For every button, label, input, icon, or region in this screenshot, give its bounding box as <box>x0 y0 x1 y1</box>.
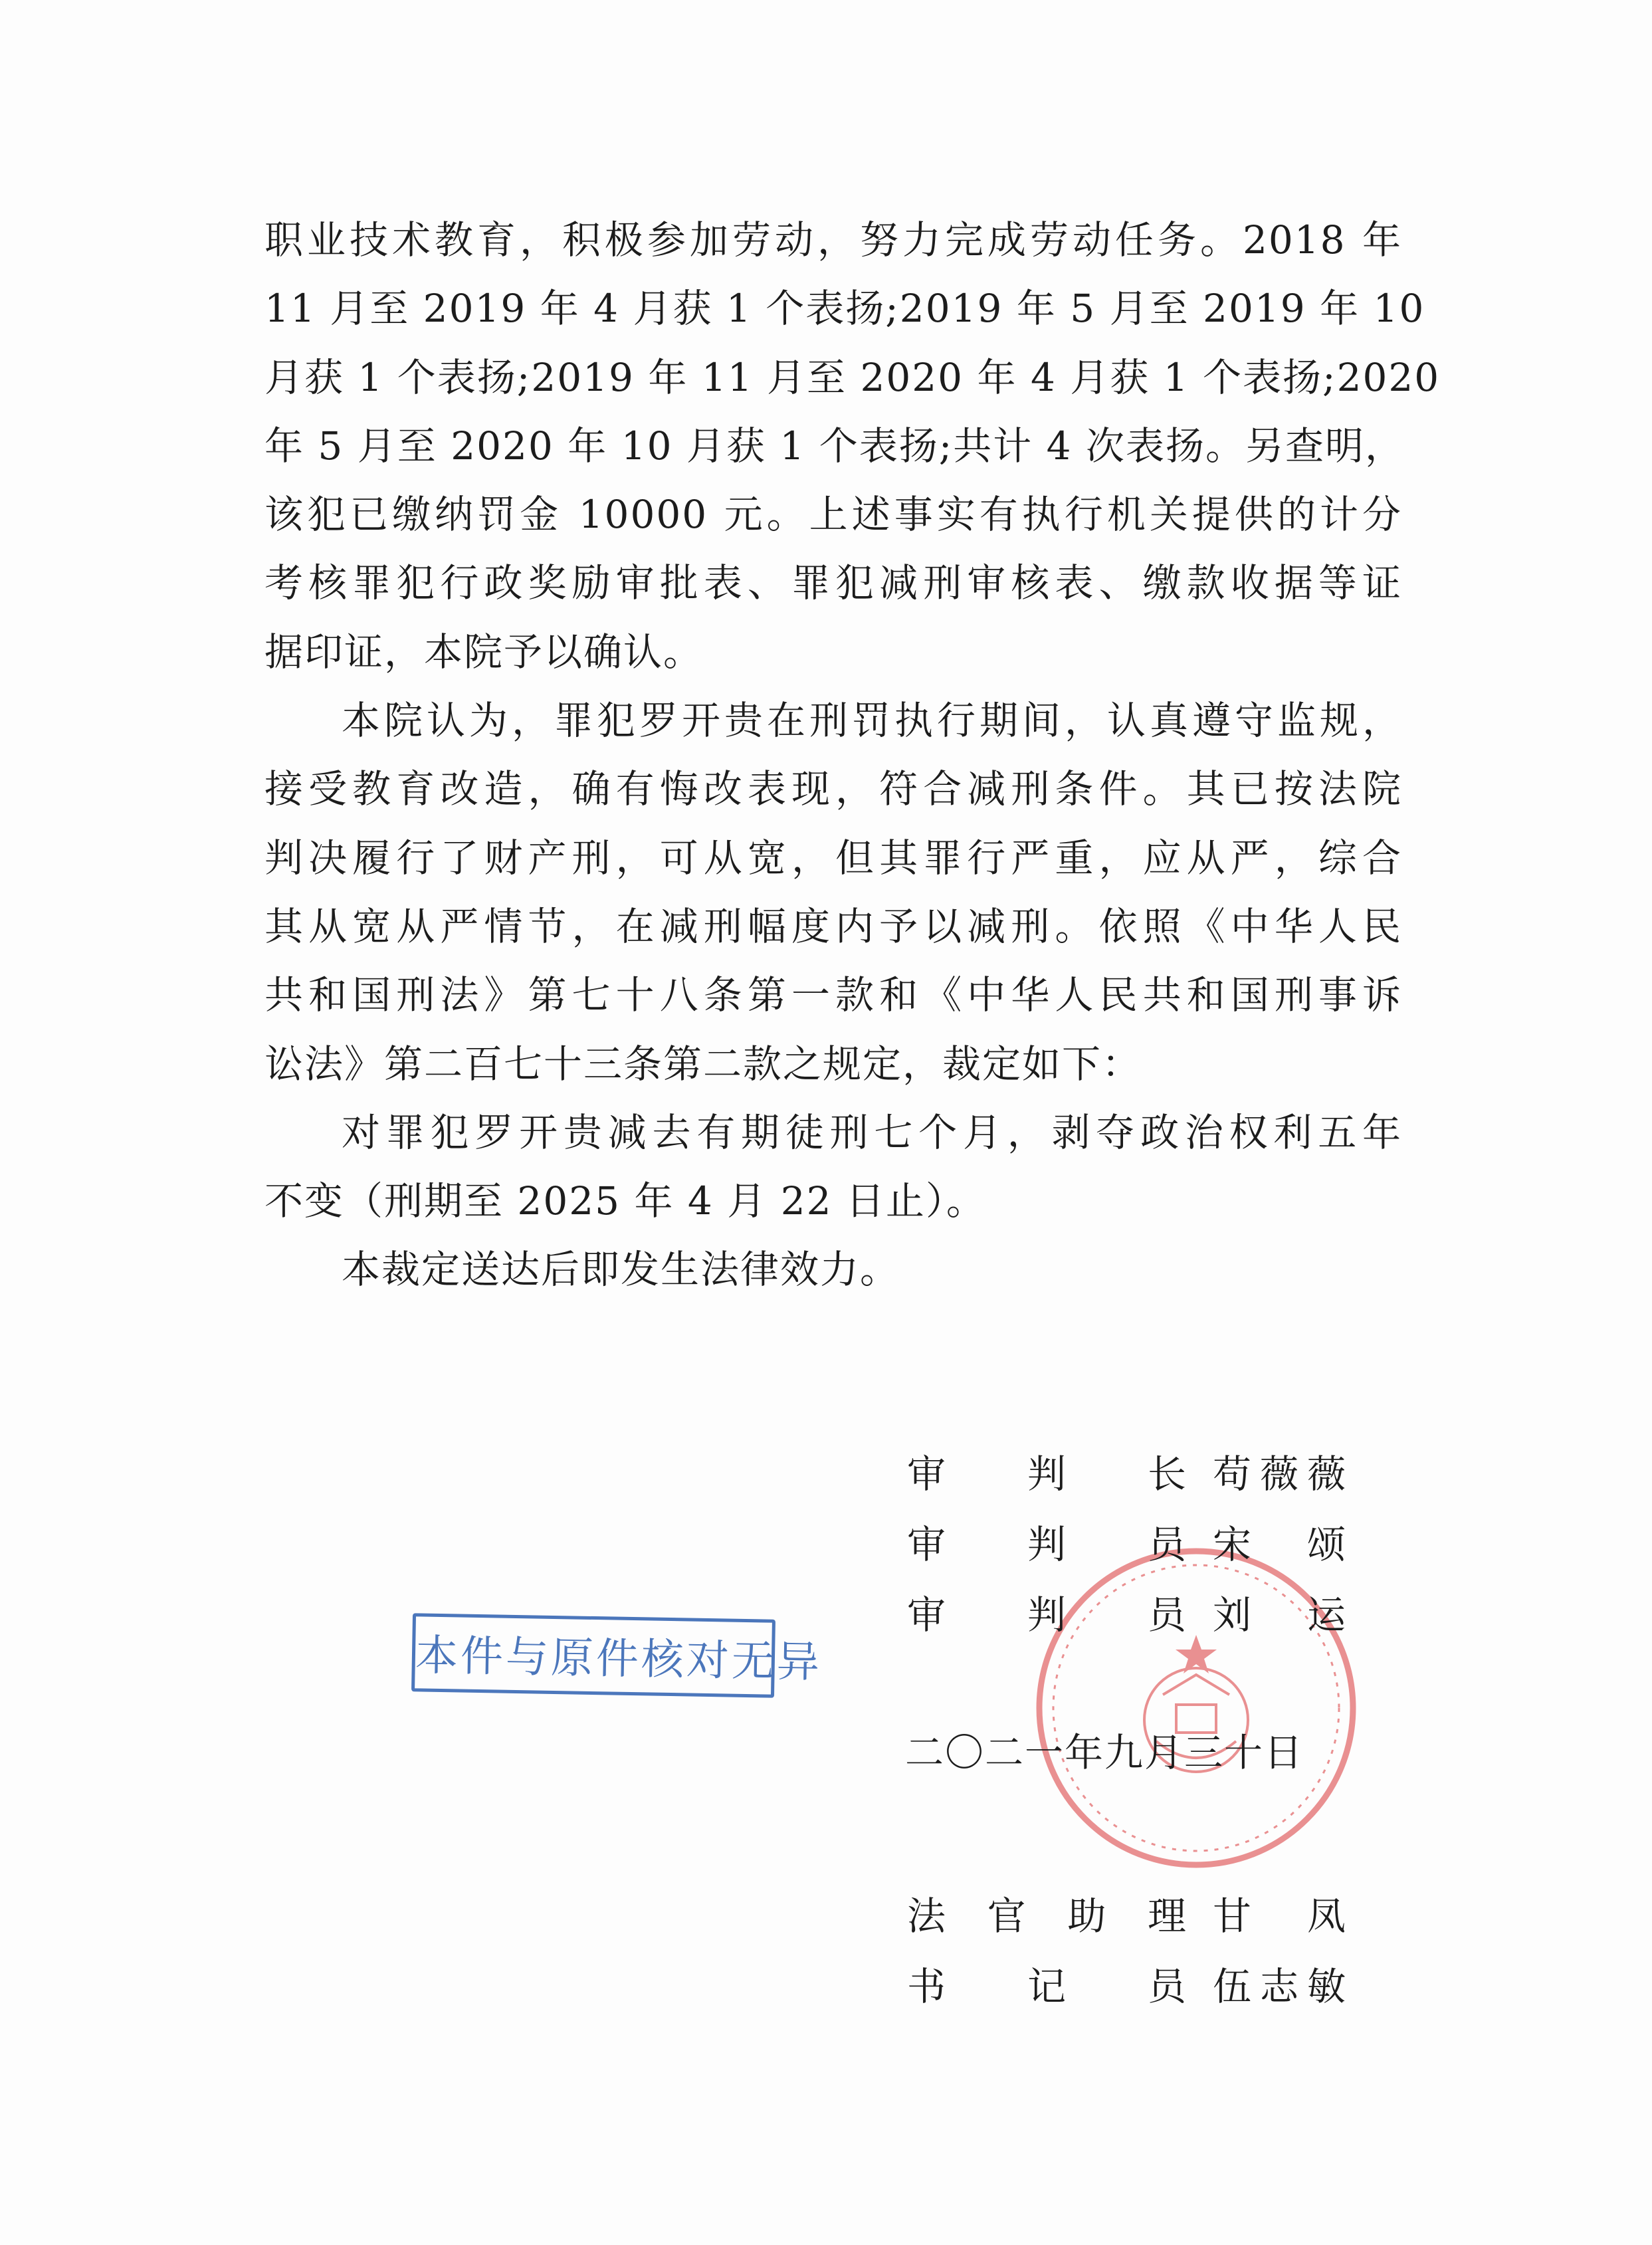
signature-role: 书记员 <box>907 1964 1186 2009</box>
body-line: 月获 1 个表扬;2019 年 11 月至 2020 年 4 月获 1 个表扬;2020 <box>264 354 1441 400</box>
body-line: 判决履行了财产刑，可从宽，但其罪行严重，应从严，综合 <box>264 835 1402 881</box>
signature-name: 甘凤 <box>1213 1893 1346 1939</box>
body-line: 考核罪犯行政奖励审批表、罪犯减刑审核表、缴款收据等证 <box>264 560 1402 606</box>
signature-role: 审判长 <box>907 1451 1186 1497</box>
signature-name: 伍志敏 <box>1213 1964 1346 2009</box>
signature-name: 苟薇薇 <box>1213 1451 1346 1497</box>
body-line: 对罪犯罗开贵减去有期徒刑七个月，剥夺政治权利五年 <box>342 1109 1402 1155</box>
body-line: 该犯已缴纳罚金 10000 元。上述事实有执行机关提供的计分 <box>264 492 1402 538</box>
signature-row <box>907 1509 1346 1580</box>
body-line: 本院认为，罪犯罗开贵在刑罚执行期间，认真遵守监规， <box>342 698 1402 744</box>
body-line: 讼法》第二百七十三条第二款之规定，裁定如下： <box>264 1041 1142 1087</box>
body-line: 职业技术教育，积极参加劳动，努力完成劳动任务。2018 年 <box>264 217 1402 263</box>
judgment-body <box>264 206 1441 1305</box>
judgment-date: 二〇二一年九月三十日 <box>905 1730 1304 1775</box>
signature-row <box>907 1439 1346 1509</box>
signature-name: 刘运 <box>1213 1592 1346 1638</box>
signature-row <box>907 1580 1346 1650</box>
signature-role: 审判员 <box>907 1592 1186 1638</box>
signature-row <box>907 1881 1346 1951</box>
body-line: 其从宽从严情节，在减刑幅度内予以减刑。依照《中华人民 <box>264 903 1402 949</box>
body-line: 据印证，本院予以确认。 <box>264 629 704 675</box>
body-line: 年 5 月至 2020 年 10 月获 1 个表扬;共计 4 次表扬。另查明， <box>264 423 1405 469</box>
body-line: 接受教育改造，确有悔改表现，符合减刑条件。其已按法院 <box>264 766 1402 812</box>
body-line: 共和国刑法》第七十八条第一款和《中华人民共和国刑事诉 <box>264 972 1402 1018</box>
body-line: 不变（刑期至 2025 年 4 月 22 日止）。 <box>264 1178 986 1224</box>
judges-signature-block <box>907 1439 1346 1650</box>
signature-row <box>907 1951 1346 2022</box>
signature-name: 宋颂 <box>1213 1522 1346 1567</box>
body-line: 11 月至 2019 年 4 月获 1 个表扬;2019 年 5 月至 2019 年 10 <box>264 286 1425 332</box>
body-line: 本裁定送达后即发生法律效力。 <box>342 1247 900 1293</box>
signature-role: 法官助理 <box>907 1893 1186 1939</box>
signature-role: 审判员 <box>907 1522 1186 1567</box>
staff-signature-block <box>907 1881 1346 2022</box>
copy-verification-stamp: 本件与原件核对无异 <box>411 1613 775 1698</box>
